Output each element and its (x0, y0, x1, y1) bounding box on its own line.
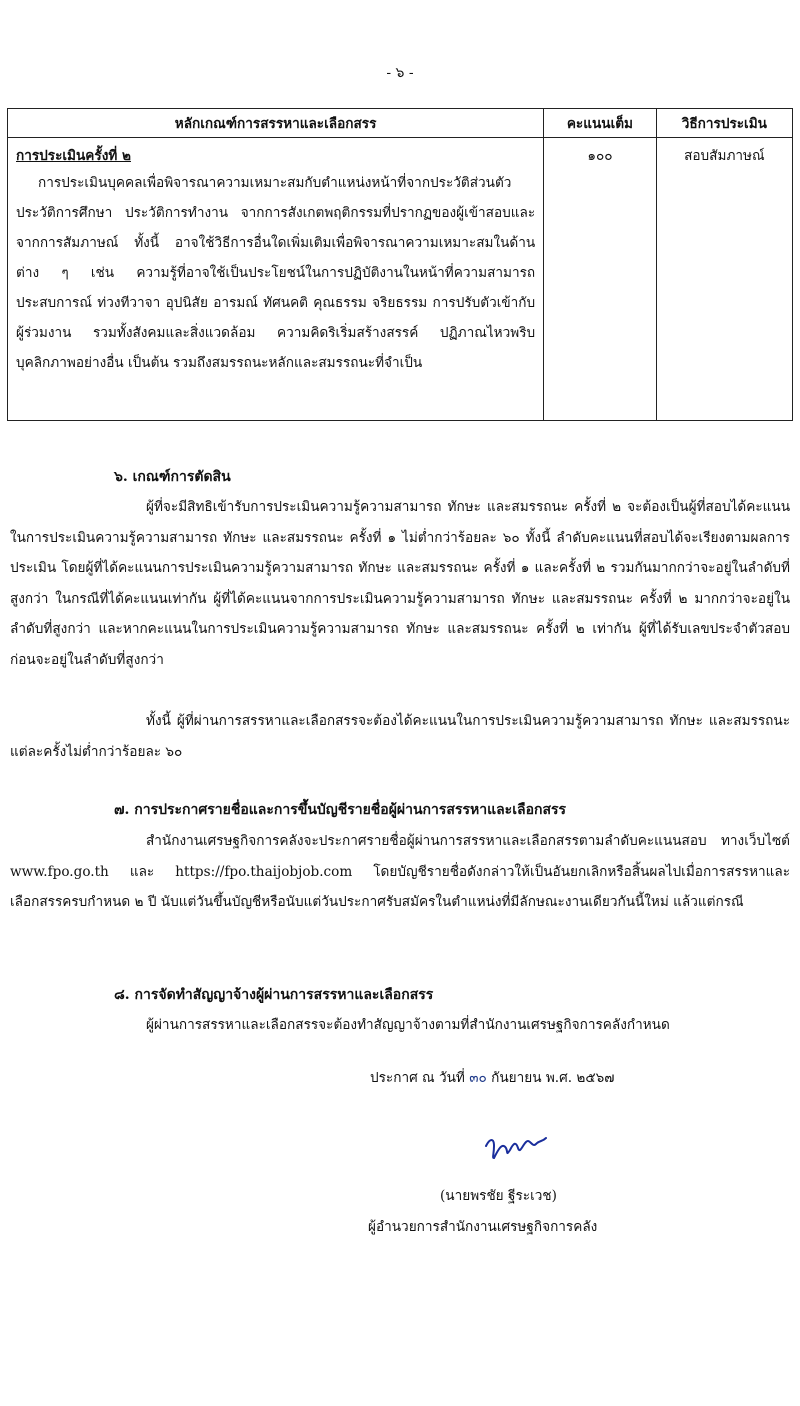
header-full-score: คะแนนเต็ม (544, 109, 657, 138)
section-7-paragraph: สำนักงานเศรษฐกิจการคลังจะประกาศรายชื่อผู้ผ่านการสรรหาและเลือกสรรตามลำดับคะแนนสอบ ทางเว็บไซต์ www.fpo.go.th และ https://fpo.thaijobjob.com โดยบัญชีรายชื่อดังกล่าวให้เป็นอันยกเลิกหรือสิ้นผลไปเมื่อการสรรหาและเลือกสรรครบกำหนด ๒ ปี นับแต่วันขึ้นบัญชีหรือนับแต่วันประกาศรับสมัครในตำแหน่งที่มีลักษณะงานเดียวกันนี้ใหม่ แล้วแต่กรณี (10, 833, 790, 910)
criteria-cell (8, 138, 544, 421)
announcement-suffix: กันยายน พ.ศ. ๒๕๖๗ (491, 1070, 615, 1086)
section-8-paragraph: ผู้ผ่านการสรรหาและเลือกสรรจะต้องทำสัญญาจ้างตามที่สำนักงานเศรษฐกิจการคลังกำหนด (146, 1017, 670, 1033)
announcement-prefix: ประกาศ ณ วันที่ (370, 1070, 465, 1086)
section-7 (114, 795, 790, 825)
round-description: การประเมินบุคคลเพื่อพิจารณาความเหมาะสมกับตำแหน่งหน้าที่จากประวัติส่วนตัว ประวัติการศึกษา ประวัติการทำงาน จากการสังเกตพฤติกรรมที่ปรากฏของผู้เข้าสอบและจากการสัมภาษณ์ ทั้งนี้ อาจใช้วิธีการอื่นใดเพิ่มเติมเพื่อพิจารณาความเหมาะสมในด้านต่าง ๆ เช่น ความรู้ที่อาจใช้เป็นประโยชน์ในการปฏิบัติงานในหน้าที่ความสามารถ ประสบการณ์ ท่วงทีวาจา อุปนิสัย อารมณ์ ทัศนคติ คุณธรรม จริยธรรม การปรับตัวเข้ากับผู้ร่วมงาน รวมทั้งสังคมและสิ่งแวดล้อม ความคิดริเริ่มสร้างสรรค์ ปฏิภาณไหวพริบ บุคลิกภาพอย่างอื่น เป็นต้น รวมถึงสมรรถนะหลักและสมรรถนะที่จำเป็น (16, 175, 536, 371)
method-cell: สอบสัมภาษณ์ (656, 138, 792, 421)
criteria-table (7, 108, 793, 421)
section-6 (114, 462, 790, 492)
signer-title: ผู้อำนวยการสำนักงานเศรษฐกิจการคลัง (368, 1219, 598, 1235)
signature-image (480, 1128, 570, 1168)
signer-name: (นายพรชัย ฐีระเวช) (440, 1188, 557, 1204)
announcement-date (370, 1066, 614, 1088)
section-6-paragraph-2: ทั้งนี้ ผู้ที่ผ่านการสรรหาและเลือกสรรจะต้องได้คะแนนในการประเมินความรู้ความสามารถ ทักษะ และสมรรถนะ แต่ละครั้งไม่ต่ำกว่าร้อยละ ๖๐ (10, 713, 790, 760)
header-criteria: หลักเกณฑ์การสรรหาและเลือกสรร (8, 109, 544, 138)
header-method: วิธีการประเมิน (656, 109, 792, 138)
page-number: - ๖ - (386, 65, 414, 81)
table-header-row (8, 109, 793, 138)
section-6-paragraph-1: ผู้ที่จะมีสิทธิเข้ารับการประเมินความรู้ความสามารถ ทักษะ และสมรรถนะ ครั้งที่ ๒ จะต้องเป็นผู้ที่สอบได้คะแนนในการประเมินความรู้ความสามารถ ทักษะ และสมรรถนะ ครั้งที่ ๑ ไม่ต่ำกว่าร้อยละ ๖๐ ทั้งนี้ ลำดับคะแนนที่สอบได้จะเรียงตามผลการประเมิน โดยผู้ที่ได้คะแนนการประเมินความรู้ความสามารถ ทักษะ และสมรรถนะ ครั้งที่ ๑ และครั้งที่ ๒ รวมกันมากกว่าจะอยู่ในลำดับที่สูงกว่า ในกรณีที่ได้คะแนนเท่ากัน ผู้ที่ได้คะแนนจากการประเมินความรู้ความสามารถ ทักษะ และสมรรถนะ ครั้งที่ ๒ มากกว่าจะอยู่ในลำดับที่สูงกว่า และหากคะแนนในการประเมินความรู้ความสามารถ ทักษะ และสมรรถนะ ครั้งที่ ๒ เท่ากัน ผู้ที่ได้รับเลขประจำตัวสอบก่อนจะอยู่ในลำดับที่สูงกว่า (10, 499, 790, 668)
announcement-day: ๓๐ (469, 1070, 487, 1086)
section-7-heading: ๗. การประกาศรายชื่อและการขึ้นบัญชีรายชื่อผู้ผ่านการสรรหาและเลือกสรร (114, 802, 567, 818)
round-title: การประเมินครั้งที่ ๒ (16, 148, 131, 164)
table-row (8, 138, 793, 421)
section-8-heading: ๘. การจัดทำสัญญาจ้างผู้ผ่านการสรรหาและเลือกสรร (114, 987, 434, 1003)
section-6-heading: ๖. เกณฑ์การตัดสิน (114, 469, 231, 485)
section-8 (114, 980, 790, 1010)
full-score-cell: ๑๐๐ (544, 138, 657, 421)
